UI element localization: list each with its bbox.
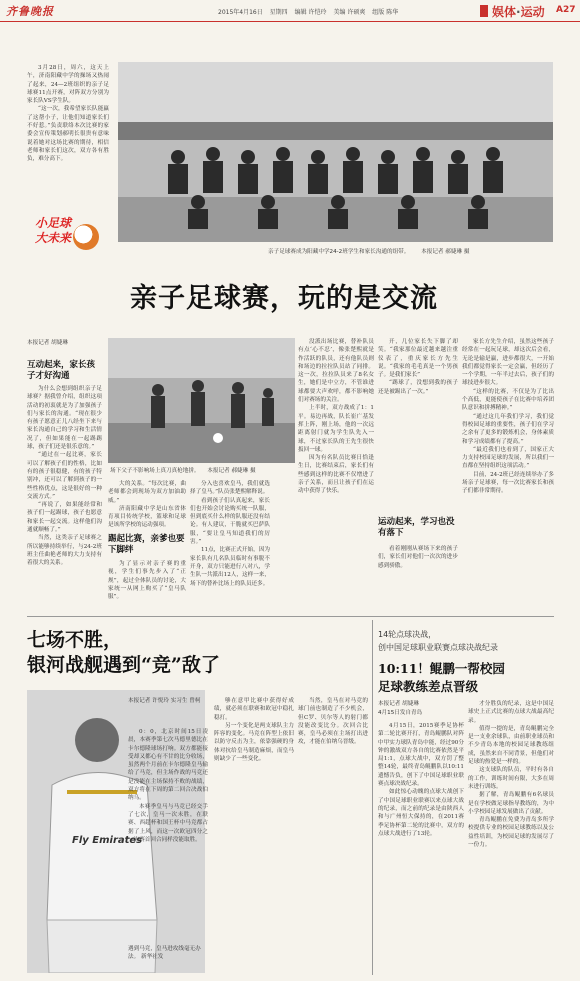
page-number: A27 [556,5,576,15]
story1-subhead-3: 运动起来，学习也没有落下 [378,517,455,538]
story1-col5b: 看着刚刚从赛场下来的孩子们，家长们对他们一次次的进步感到骄傲。 [378,546,458,569]
story2-headline [27,628,357,678]
story2-headline-line1: 七场不胜， [27,629,123,651]
story1-col6: 家长方先生介绍，虽然这些孩子经常在一起玩足球，却这次后会看，无论是输是赢，进步都很大，一开始我们都觉得家长一定会赢，但经历了一个学期，一年半过去后，孩子们的球技进步很大。 “这样的比赛，不仅是为了比出个高低，更能使孩子在比赛中培养团队意识和拼搏精神。” “通过这几年我们学习，我们觉得校园足球的重要性，孩子们在学习之余有了更多的锻炼机会，身体素质和学习成绩都有了提高。” “最近我们也看到了，国家正大力支持校园足球的发展，所以我们一直都在坚持组织这项活动。” 目前，24-2班已经连续举办了多场亲子足球赛，每一次比赛家长和孩子们都非常期待。 [462,339,554,495]
jersey-sponsor: Fly Emirates [72,835,143,846]
masthead-logo: 齐鲁晚报 [6,5,54,18]
story1-col3: 分入也喜欢皇马，我们就选择了皇马。”队员张楚熙解释说。 看到孩子们认真起来，家长们也开始会讨论购买统一队服，但到底买什么样的队服还没有结论。有人建议，干脆就买巴萨队服，“要让皇马知道我们的厉害。” 11点，比赛正式开始，因为家长队有几名队员临时有事脱不开身，双方只能进行八对八，学生队一共派出12人，这样一来，场下的替补比场上的队员还多。 [190,481,270,587]
story1-subhead-2: 踢起比赛，亲爹也要下脚绊 [108,534,185,555]
story1-subhead-1: 互动起来，家长孩子才好沟通 [27,360,96,381]
team-photo [118,62,553,242]
story1-col4: 没派出场比赛，替补队员有点‘心不忍’，像张楚熙就是作活跃的队员，还有他队员则和场边的拉拉队员站了同排。这一次，拉拉队员来了8名女生，她们是中立方，不管谁进球都要大声欢呼，都不影响她们对赛场的关注。 上半时，双方战成了1：1平。易边再战，队长崔广基发挥上阵，刚上场，他的一次远距离射门就为学生队先入一球，不过家长队的王先生很快扳回一球。 因为有名队员比赛日恰逢生日，比赛结束后，家长们有些感到这样的比赛不仅增进了亲子关系，而且让孩子们在运动中获得了快乐。 [298,339,374,495]
story3-headline [378,660,554,696]
story3-headline-line2: 足球教练差点晋级 [378,679,479,694]
masthead-proofreader: 组版 陈华 [372,9,399,16]
masthead-weekday: 星期四 [269,9,288,16]
masthead-designer: 美编 许硕爽 [333,9,366,16]
football-campaign-logo [33,206,105,276]
story2-headline-line2: 银河战舰遇到“竞”敌了 [27,654,220,676]
story1-col1: 为什么会想到组织亲子足球赛？据我曾介绍，组织这项活动的初衷就是为了加强孩子们与家长的沟通。“现在很少有孩子愿意正儿八经坐下来与家长沟通自己的学习和生活情况了，但如果能在一起踢踢球，孩子们还是很乐意的。” “通过在一起比赛，家长可以了解孩子们的性格，比如有的孩子很稳健，有的孩子特别冲，还可以了解到孩子的一些性格优点，这是很好的一种交流方式。” “再说了，如果能经常和孩子们一起踢球，孩子也愿意和家长一起交流。这样他们沟通就顺畅了。” 当然，这类亲子足球赛之所以能够持续举行，与24-2班班主任曲艳老师的大力支持有着很大的关系。 [27,386,102,567]
player-photo-caption: 遇到马竞，皇马进攻线毫无办法。 新华社发 [128,946,201,960]
story2-col1: 0：0，北京时间15日凌晨，本赛季第七次马德里德比在卡尔德隆球场打响。双方都能接受却又都心有不甘的比分收场，虽然两个月前在卡尔德隆皇马输给了马竞，但主场作战的马竞还是没能在主场保持不败的战绩，双方将在下周的第二回合决战伯纳乌。 本赛季皇马与马竞已经交手了七次，皇马一次未胜，在联赛、西超杯和国王杯中马竞都占据了上风，而这一次欧冠四分之一决赛首回合同样没能取胜。 [128,729,208,843]
masthead-date: 2015年4月16日 [218,9,263,16]
story3-kicker: 14轮点球决战， 创中国足球职业联赛点球决战纪录 [378,630,498,652]
masthead-editor: 编辑 许恺玲 [294,9,327,16]
story3-col2: 才分胜负的纪录，这是中国足球史上正式比赛的点球大战最高纪录。 值得一提的是，青岛鲲鹏完全是一支业余球队，由前职业球员和不少青岛本地的校园足球教练组成，虽然来自不同背景，但他们对足球的热爱是一样的。 这支球队的队员，平时有各自的工作，训练时间有限，大多在周末进行训练。 据了解，青岛鲲鹏有6名球员是在学校做足球指导教练的，为中小学校园足球发展做出了贡献。 青岛鲲鹏在免费为青岛多所学校提供专业的校园足球教练以及公益性培训，为校园足球的发展尽了一份力。 [468,701,554,849]
story1-byline: 本报记者 胡婕琳 [27,340,68,346]
section-label: 娱体·运动 [492,5,545,19]
match-photo-caption: 场下父子不影响场上真刀真枪地拼。 本报记者 郝婕琳 摄 [110,468,256,474]
story1-headline: 亲子足球赛，玩的是交流 [130,283,438,314]
story1-intro: 3月28日，周六，这天上午，济南阳藏中学的操场又热闹了起来，24—2班组织的亲子足球赛11点开赛，对阵双方分别为家长队VS学生队。 “这一次，我希望家长队能赢了这帮小子，让他们知道家长们不好惹。”负责联络本次比赛的家委会宣传策划郝明长很贵有意味说着她对这场比赛的期待，相信老师和家长们这次，双方各有胜负，难分高下。 [27,65,109,163]
match-photo [108,338,295,463]
masthead-info [218,7,398,16]
story1-col2b: 为了显示对亲子赛的重视，学生们事先步入了“正规”，起过全体队员的讨论，大家统一从网上购买了“皇马队服”。 [108,561,186,601]
story2-col2b: 当然，皇马在对马竞的球门前也制造了不少机会，但C罗、贝尔等人的射门都没能改变比分。次回合比赛，皇马必须在主场打出进攻，才能在伯纳乌晋级。 [298,698,368,746]
logo-text: 小足球大未来 [35,216,72,245]
section-marker-icon [480,5,488,17]
story2-byline: 本报记者 许悦玲 实习生 曾柯 [128,698,201,704]
story1-col2: 大的关系。“每次比赛，曲老师都会到现场为双方加油助威。” 济南阳藏中学是山东省体育项目传统学校，篮球和足球是该所学校的运动强项。 [108,481,186,529]
story3-headline-line1: 10:11！鲲鹏一帮校园 [378,661,505,676]
story2-col2: 够在意甲比赛中获得好成绩，就必须在联赛和欧冠中稳扎稳打。 另一个变化是两支球队主力阵容的变化。马竞在阵型上依旧以防守反击为主，依靠强硬的身体对抗给皇马制造麻烦，而皇马则缺少了一些变化。 [214,698,294,763]
match-photo-image [108,338,295,463]
right-column-divider [372,620,373,975]
team-photo-caption: 亲子足球赛成为阳藏中学24-2班学生和家长沟通的组带。 本报记者 郝婕琳 摄 [268,249,470,255]
story1-col5: 开，几位家长失下脚了却笑。“我家那位最近越来越注重仪表了，重庆家长方先生说。“我家的毛毛真是一个男孩子。是我们家长” “踢球了，没想到我的孩子还是被踢出了一次。” [378,339,458,395]
masthead [0,0,580,22]
team-photo-image [118,62,553,242]
story3-byline: 本报记者 胡婕琳 4月15日发自青岛 [378,701,423,716]
story3-col1: 4月15日，2015赛季足协杯第二轮比赛开打，青岛鲲鹏队对阵中甲实力球队青岛中能，经过90分钟的激战双方各自的比赛依然是平局1:1，点球大战中，双方罚了整整14轮，最终青岛鲲鹏队以10:11遗憾告负，创下了中国足球职业联赛点球决战纪录。 如此惊心动魄的点球大战创下了中国足球职业联赛以来点球大战的纪录，而之前的纪录是由陕西人和与广州恒大保持的，在2011赛季足协杯第二轮的比赛中，双方的点球大战进行了13轮。 [378,723,464,837]
section-divider [27,616,554,617]
